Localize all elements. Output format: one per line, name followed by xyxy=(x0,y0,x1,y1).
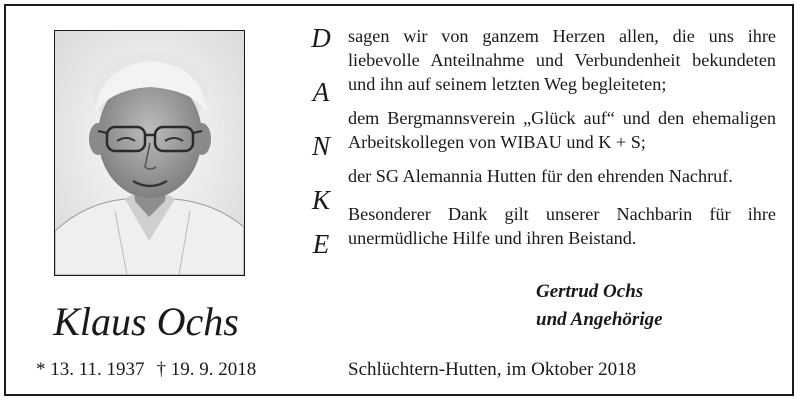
danke-letter: E xyxy=(312,229,330,259)
thanks-paragraph-text: sagen wir von ganzem Herzen allen, die uns ihre liebevolle Anteilnahme und Verbundenheit bekundeten und ihn auf seinem letzten Weg begleiteten; xyxy=(348,26,776,94)
deceased-name: Klaus Ochs xyxy=(53,299,239,344)
danke-letter: N xyxy=(311,131,330,161)
thanks-paragraph xyxy=(348,202,776,250)
thanks-paragraph xyxy=(348,24,776,96)
signature-line: und Angehörige xyxy=(536,309,663,330)
portrait-photo xyxy=(54,30,245,276)
signature-line: Gertrud Ochs xyxy=(536,281,644,302)
birth-date: * 13. 11. 1937 xyxy=(36,359,145,380)
thanks-paragraph-text: Besonderer Dank gilt unserer Nachbarin für ihre unermüdliche Hilfe und ihren Beistand. xyxy=(348,204,776,248)
death-date: † 19. 9. 2018 xyxy=(156,359,257,380)
thanks-paragraph xyxy=(348,106,776,154)
obituary-card xyxy=(4,4,794,396)
danke-letter: K xyxy=(311,185,330,215)
danke-letter: D xyxy=(311,23,331,53)
portrait-illustration xyxy=(55,31,244,275)
thanks-paragraph-text: dem Bergmannsverein „Glück auf“ und den ehemaligen Arbeitskollegen von WIBAU und K + S; xyxy=(348,108,776,152)
signature xyxy=(536,278,663,334)
danke-letter: A xyxy=(312,77,330,107)
thanks-paragraph-text: der SG Alemannia Hutten für den ehrenden Nachruf. xyxy=(348,166,733,186)
thanks-paragraph xyxy=(348,164,776,188)
life-dates xyxy=(36,358,256,382)
place-date: Schlüchtern-Hutten, im Oktober 2018 xyxy=(348,359,637,380)
